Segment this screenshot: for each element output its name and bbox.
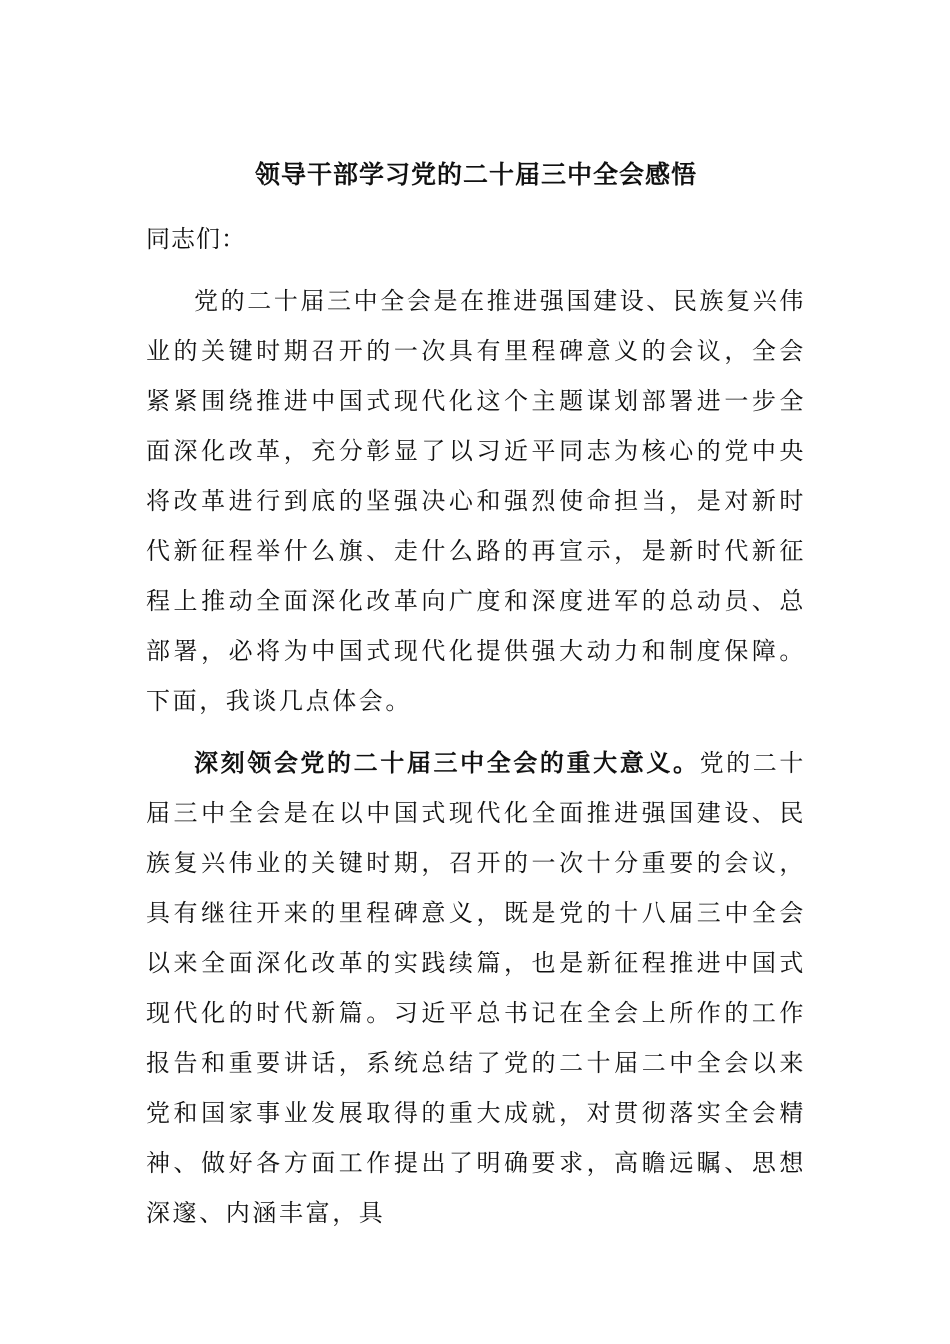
paragraph-significance xyxy=(146,738,806,1238)
paragraph-lead-heading: 深刻领会党的二十届三中全会的重大意义。 xyxy=(194,748,700,777)
salutation: 同志们： xyxy=(146,225,246,253)
document-title: 领导干部学习党的二十届三中全会感悟 xyxy=(254,160,697,189)
paragraph-intro: 党的二十届三中全会是在推进强国建设、民族复兴伟业的关键时期召开的一次具有里程碑意义的会议，全会紧紧围绕推进中国式现代化这个主题谋划部署进一步全面深化改革，充分彰显了以习近平同志为核心的党中央将改革进行到底的坚强决心和强烈使命担当，是对新时代新征程举什么旗、走什么路的再宣示，是新时代新征程上推动全面深化改革向广度和深度进军的总动员、总部署，必将为中国式现代化提供强大动力和制度保障。下面，我谈几点体会。 xyxy=(146,287,806,715)
paragraph-body-text: 党的二十届三中全会是在以中国式现代化全面推进强国建设、民族复兴伟业的关键时期，召开的一次十分重要的会议，具有继往开来的里程碑意义，既是党的十八届三中全会以来全面深化改革的实践续篇，也是新征程推进中国式现代化的时代新篇。习近平总书记在全会上所作的工作报告和重要讲话，系统总结了党的二十届二中全会以来党和国家事业发展取得的重大成就，对贯彻落实全会精神、做好各方面工作提出了明确要求，高瞻远瞩、思想深邃、内涵丰富，具 xyxy=(146,749,806,1227)
document-body xyxy=(146,150,806,1238)
